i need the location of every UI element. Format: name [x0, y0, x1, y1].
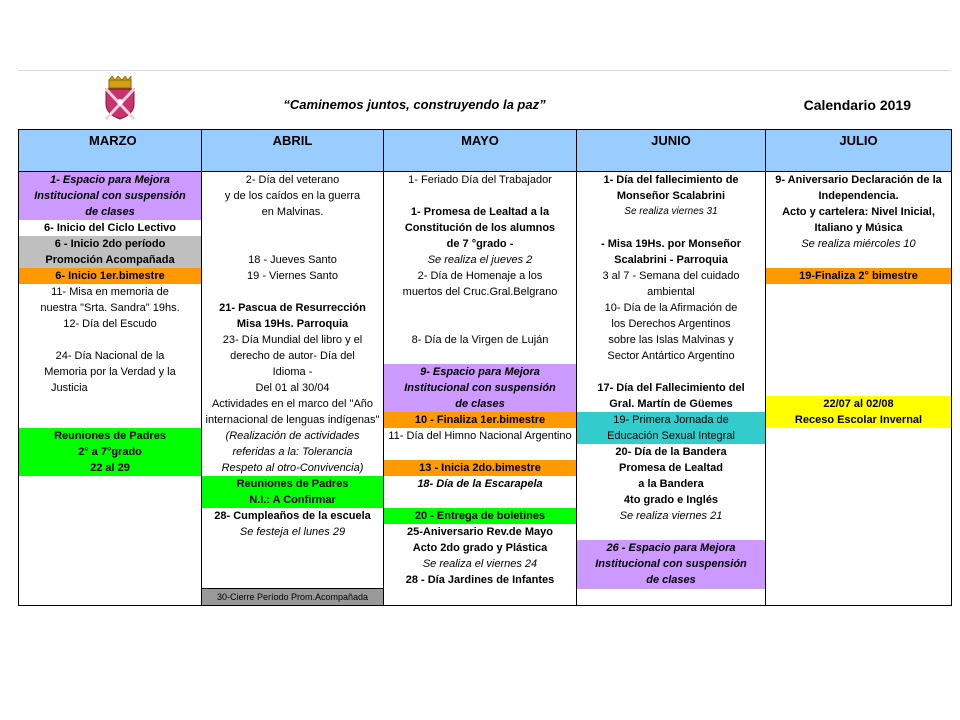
calendar-row	[19, 268, 952, 284]
month-header-marzo: MARZO	[19, 130, 202, 172]
calendar-cell-junio	[577, 589, 766, 606]
calendar-row	[19, 188, 952, 204]
calendar-cell-marzo	[19, 396, 202, 412]
calendar-cell-mayo: 2- Día de Homenaje a los	[384, 268, 577, 284]
calendar-cell-marzo: Promoción Acompañada	[19, 252, 202, 268]
calendar-cell-marzo: nuestra "Srta. Sandra" 19hs.	[19, 300, 202, 316]
calendar-row	[19, 252, 952, 268]
calendar-row	[19, 508, 952, 524]
calendar-cell-marzo: 11- Misa en memoria de	[19, 284, 202, 300]
calendar-cell-marzo: 12- Día del Escudo	[19, 316, 202, 332]
calendar-cell-mayo: 20 - Entrega de boletines	[384, 508, 577, 524]
calendar-cell-mayo: Se realiza el viernes 24	[384, 556, 577, 572]
calendar-cell-julio	[766, 572, 952, 589]
calendar-cell-mayo	[384, 589, 577, 606]
calendar-cell-abril	[202, 540, 384, 556]
calendar-cell-marzo	[19, 508, 202, 524]
calendar-cell-julio	[766, 540, 952, 556]
calendar-cell-julio	[766, 524, 952, 540]
calendar-cell-abril: N.I.: A Confirmar	[202, 492, 384, 508]
calendar-cell-abril: Se festeja el lunes 29	[202, 524, 384, 540]
calendar-cell-abril	[202, 236, 384, 252]
calendar-cell-julio	[766, 508, 952, 524]
calendar-cell-junio: 1- Día del fallecimiento de	[577, 172, 766, 189]
calendar-cell-julio	[766, 380, 952, 396]
calendar-cell-julio	[766, 492, 952, 508]
calendar-row	[19, 428, 952, 444]
calendar-cell-mayo: 11- Día del Himno Nacional Argentino	[384, 428, 577, 444]
calendar-cell-marzo: 24- Día Nacional de la	[19, 348, 202, 364]
calendar-cell-mayo: 10 - Finaliza 1er.bimestre	[384, 412, 577, 428]
calendar-cell-junio: Sector Antártico Argentino	[577, 348, 766, 364]
calendar-cell-mayo: Institucional con suspensión	[384, 380, 577, 396]
month-header-abril: ABRIL	[202, 130, 384, 172]
motto-text: “Caminemos juntos, construyendo la paz”	[283, 97, 546, 112]
calendar-cell-junio: ambiental	[577, 284, 766, 300]
calendar-cell-abril: internacional de lenguas indígenas"	[202, 412, 384, 428]
calendar-cell-julio	[766, 556, 952, 572]
calendar-cell-junio: los Derechos Argentinos	[577, 316, 766, 332]
calendar-cell-marzo	[19, 589, 202, 606]
calendar-cell-julio: Italiano y Música	[766, 220, 952, 236]
calendar-cell-mayo	[384, 316, 577, 332]
calendar-table	[18, 129, 952, 606]
calendar-cell-marzo: 1- Espacio para Mejora	[19, 172, 202, 189]
calendar-cell-marzo: Memoria por la Verdad y la	[19, 364, 202, 380]
calendar-cell-junio	[577, 220, 766, 236]
month-header-mayo: MAYO	[384, 130, 577, 172]
calendar-cell-julio	[766, 460, 952, 476]
calendar-cell-junio: 3 al 7 - Semana del cuidado	[577, 268, 766, 284]
calendar-cell-junio: Promesa de Lealtad	[577, 460, 766, 476]
calendar-cell-mayo	[384, 188, 577, 204]
calendar-row	[19, 204, 952, 220]
calendar-cell-abril: Idioma -	[202, 364, 384, 380]
calendar-cell-junio: 10- Día de la Afirmación de	[577, 300, 766, 316]
calendar-row	[19, 220, 952, 236]
calendar-cell-mayo: 1- Feriado Día del Trabajador	[384, 172, 577, 189]
calendar-header	[18, 71, 951, 129]
calendar-cell-abril	[202, 572, 384, 589]
calendar-cell-junio: 20- Día de la Bandera	[577, 444, 766, 460]
calendar-cell-abril: derecho de autor- Día del	[202, 348, 384, 364]
month-header-row	[19, 130, 952, 172]
calendar-cell-marzo: Reuniones de Padres	[19, 428, 202, 444]
calendar-cell-marzo	[19, 412, 202, 428]
calendar-cell-julio	[766, 589, 952, 606]
calendar-row	[19, 572, 952, 589]
calendar-row	[19, 364, 952, 380]
calendar-cell-julio	[766, 300, 952, 316]
calendar-cell-mayo: de 7 °grado -	[384, 236, 577, 252]
calendar-cell-abril: Reuniones de Padres	[202, 476, 384, 492]
calendar-cell-julio	[766, 476, 952, 492]
calendar-cell-junio: Se realiza viernes 21	[577, 508, 766, 524]
calendar-cell-mayo: Constitución de los alumnos	[384, 220, 577, 236]
calendar-cell-abril: 21- Pascua de Resurrección	[202, 300, 384, 316]
calendar-title: Calendario 2019	[803, 97, 911, 113]
calendar-cell-mayo	[384, 348, 577, 364]
calendar-cell-mayo	[384, 300, 577, 316]
calendar-row	[19, 444, 952, 460]
calendar-cell-abril: en Malvinas.	[202, 204, 384, 220]
calendar-cell-abril: Respeto al otro-Convivencia)	[202, 460, 384, 476]
calendar-cell-julio	[766, 348, 952, 364]
calendar-cell-junio: 26 - Espacio para Mejora	[577, 540, 766, 556]
calendar-cell-marzo: Institucional con suspensión	[19, 188, 202, 204]
calendar-cell-abril: 30-Cierre Período Prom.Acompañada	[202, 589, 384, 606]
calendar-cell-julio: Acto y cartelera: Nivel Inicial,	[766, 204, 952, 220]
calendar-cell-junio: 19- Primera Jornada de	[577, 412, 766, 428]
calendar-cell-junio: de clases	[577, 572, 766, 589]
calendar-cell-junio: Institucional con suspensión	[577, 556, 766, 572]
calendar-cell-julio	[766, 428, 952, 444]
month-header-junio: JUNIO	[577, 130, 766, 172]
calendar-cell-junio	[577, 364, 766, 380]
calendar-row	[19, 524, 952, 540]
calendar-row	[19, 380, 952, 396]
calendar-cell-junio: Scalabrini - Parroquia	[577, 252, 766, 268]
calendar-row	[19, 589, 952, 606]
calendar-row	[19, 348, 952, 364]
calendar-cell-marzo: 6- Inicio 1er.bimestre	[19, 268, 202, 284]
calendar-cell-marzo	[19, 332, 202, 348]
calendar-cell-abril: 2- Día del veterano	[202, 172, 384, 189]
calendar-cell-julio: Receso Escolar Invernal	[766, 412, 952, 428]
calendar-row	[19, 172, 952, 189]
calendar-cell-junio: Se realiza viernes 31	[577, 204, 766, 220]
calendar-cell-junio: Gral. Martín de Güemes	[577, 396, 766, 412]
calendar-cell-junio: a la Bandera	[577, 476, 766, 492]
calendar-row	[19, 476, 952, 492]
calendar-cell-abril: 28- Cumpleaños de la escuela	[202, 508, 384, 524]
calendar-cell-mayo: 25-Aniversario Rev.de Mayo	[384, 524, 577, 540]
calendar-cell-abril: Misa 19Hs. Parroquia	[202, 316, 384, 332]
calendar-cell-mayo: muertos del Cruc.Gral.Belgrano	[384, 284, 577, 300]
calendar-cell-mayo: 28 - Día Jardines de Infantes	[384, 572, 577, 589]
calendar-cell-abril: (Realización de actividades	[202, 428, 384, 444]
calendar-cell-junio: sobre las Islas Malvinas y	[577, 332, 766, 348]
calendar-row	[19, 316, 952, 332]
calendar-row	[19, 396, 952, 412]
calendar-cell-mayo: Acto 2do grado y Plástica	[384, 540, 577, 556]
calendar-cell-julio	[766, 332, 952, 348]
calendar-cell-marzo	[19, 540, 202, 556]
calendar-cell-marzo: 6 - Inicio 2do período	[19, 236, 202, 252]
calendar-cell-junio: - Misa 19Hs. por Monseñor	[577, 236, 766, 252]
calendar-cell-junio: Monseñor Scalabrini	[577, 188, 766, 204]
calendar-cell-julio	[766, 364, 952, 380]
calendar-cell-julio	[766, 252, 952, 268]
calendar-cell-junio: 17- Día del Fallecimiento del	[577, 380, 766, 396]
calendar-cell-abril	[202, 556, 384, 572]
calendar-cell-julio: Se realiza miércoles 10	[766, 236, 952, 252]
calendar-row	[19, 284, 952, 300]
calendar-cell-marzo: 2° a 7°grado	[19, 444, 202, 460]
calendar-cell-junio: 4to grado e Inglés	[577, 492, 766, 508]
calendar-cell-abril	[202, 284, 384, 300]
calendar-row	[19, 300, 952, 316]
month-header-julio: JULIO	[766, 130, 952, 172]
calendar-cell-julio: Independencia.	[766, 188, 952, 204]
calendar-cell-abril	[202, 220, 384, 236]
calendar-row	[19, 332, 952, 348]
calendar-cell-mayo	[384, 444, 577, 460]
calendar-cell-abril: Del 01 al 30/04	[202, 380, 384, 396]
calendar-cell-marzo: de clases	[19, 204, 202, 220]
calendar-cell-mayo: 13 - Inicia 2do.bimestre	[384, 460, 577, 476]
calendar-cell-marzo: 6- Inicio del Ciclo Lectivo	[19, 220, 202, 236]
calendar-cell-julio: 22/07 al 02/08	[766, 396, 952, 412]
calendar-cell-mayo: de clases	[384, 396, 577, 412]
calendar-row	[19, 460, 952, 476]
calendar-row	[19, 556, 952, 572]
calendar-cell-abril: Actividades en el marco del "Año	[202, 396, 384, 412]
calendar-cell-abril: referidas a la: Tolerancia	[202, 444, 384, 460]
calendar-cell-abril: y de los caídos en la guerra	[202, 188, 384, 204]
calendar-cell-marzo	[19, 524, 202, 540]
calendar-row	[19, 540, 952, 556]
calendar-cell-abril: 19 - Viernes Santo	[202, 268, 384, 284]
calendar-cell-julio	[766, 316, 952, 332]
calendar-cell-marzo	[19, 476, 202, 492]
calendar-cell-marzo	[19, 492, 202, 508]
calendar-cell-mayo: 8- Día de la Virgen de Luján	[384, 332, 577, 348]
calendar-cell-junio	[577, 524, 766, 540]
calendar-cell-marzo	[19, 572, 202, 589]
calendar-cell-julio: 19-Finaliza 2° bimestre	[766, 268, 952, 284]
calendar-cell-julio	[766, 444, 952, 460]
calendar-cell-julio	[766, 284, 952, 300]
calendar-cell-abril: 23- Día Mundial del libro y el	[202, 332, 384, 348]
calendar-cell-abril: 18 - Jueves Santo	[202, 252, 384, 268]
calendar-cell-mayo: Se realiza el jueves 2	[384, 252, 577, 268]
calendar-cell-marzo: 22 al 29	[19, 460, 202, 476]
calendar-cell-mayo	[384, 492, 577, 508]
calendar-cell-mayo: 1- Promesa de Lealtad a la	[384, 204, 577, 220]
calendar-cell-marzo	[19, 556, 202, 572]
calendar-cell-junio: Educación Sexual Integral	[577, 428, 766, 444]
calendar-row	[19, 492, 952, 508]
calendar-row	[19, 236, 952, 252]
calendar-cell-julio: 9- Aniversario Declaración de la	[766, 172, 952, 189]
calendar-row	[19, 412, 952, 428]
calendar-cell-mayo: 18- Día de la Escarapela	[384, 476, 577, 492]
calendar-cell-marzo: Justicia	[19, 380, 202, 396]
calendar-cell-mayo: 9- Espacio para Mejora	[384, 364, 577, 380]
